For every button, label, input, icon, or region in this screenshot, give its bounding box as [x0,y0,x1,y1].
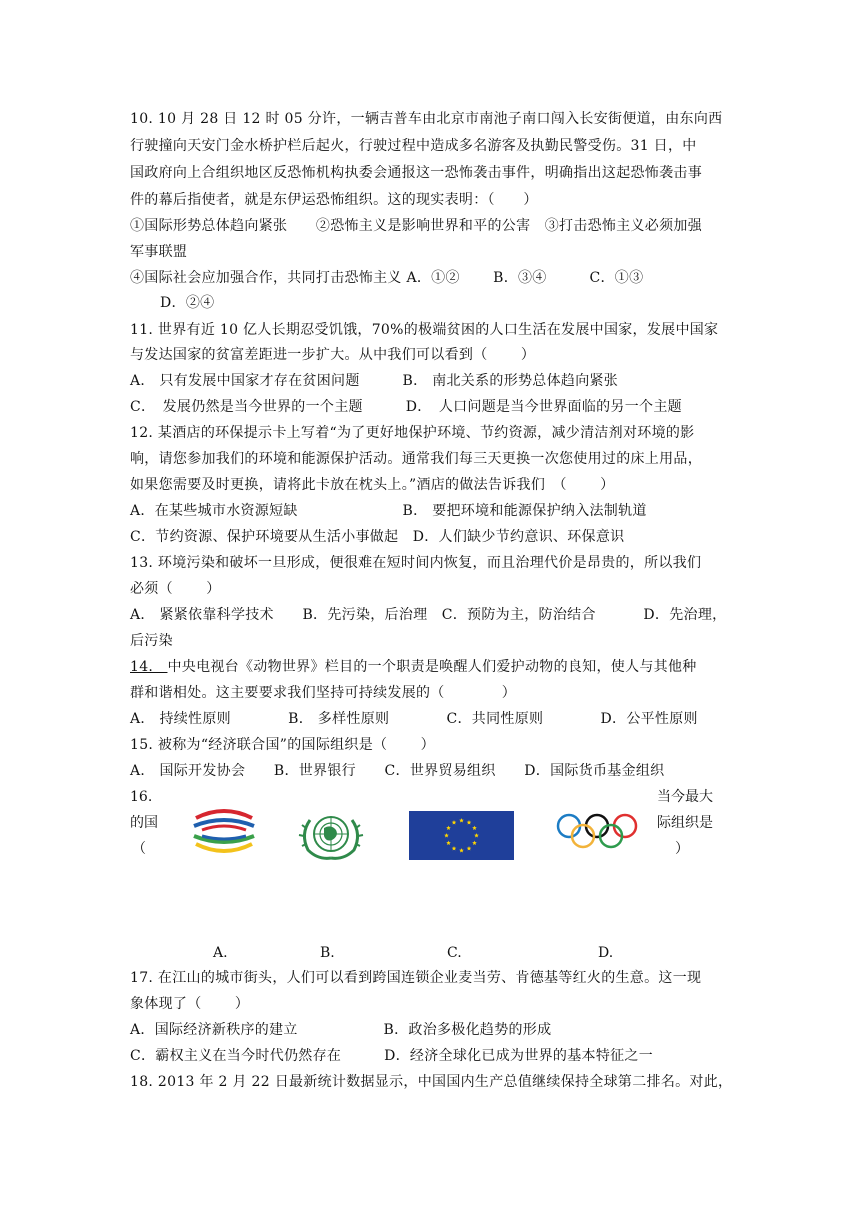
q11-option-ab: A． 只有发展中国家才存在贫困问题 B． 南北关系的形势总体趋向紧张 [130,373,619,389]
q10-line-8: D．②④ [160,295,215,311]
q13-line-1: 13. 环境污染和破坏一旦形成，便很难在短时间内恢复，而且治理代价是昂贵的，所以我们 [130,555,702,571]
q17-option-ab: A．国际经济新秩序的建立 B．政治多极化趋势的形成 [130,1022,552,1038]
q11-option-cd: C． 发展仍然是当今世界的一个主题 D． 人口问题是当今世界面临的另一个主题 [130,399,682,415]
wto-logo-icon [188,806,260,862]
q16-option-a: A. [213,945,228,961]
q14-number: 14. [130,659,168,675]
q16-option-d: D. [598,945,614,961]
q12-line-3: 如果您需要及时更换，请将此卡放在枕头上。”酒店的做法告诉我们 （ ） [130,477,615,493]
eu-flag-icon [409,811,514,860]
q16-option-b: B. [320,945,335,961]
q17-line-1: 17. 在江山的城市街头，人们可以看到跨国连锁企业麦当劳、肯德基等红火的生意。这一现 [130,970,702,986]
q11-line-1: 11. 世界有近 10 亿人长期忍受饥饿，70%的极端贫困的人口生活在发展中国家，发展中国家 [130,322,719,338]
q12-option-ab: A．在某些城市水资源短缺 B． 要把环境和能源保护纳入法制轨道 [130,503,647,519]
q16-text-right-2: 际组织是 [657,815,713,831]
q15-options: A． 国际开发协会 B．世界银行 C．世界贸易组织 D．国际货币基金组织 [130,763,665,779]
q15-line-1: 15. 被称为“经济联合国”的国际组织是（ ） [130,737,435,753]
q10-line-2: 行驶撞向天安门金水桥护栏后起火，行驶过程中造成多名游客及执勤民警受伤。31 日，中 [130,138,697,154]
q10-line-4: 件的幕后指使者，就是东伊运恐怖组织。这的现实表明：（ ） [130,192,538,208]
q14-line-1 [130,657,736,677]
q13-options: A． 紧紧依靠科学技术 B．先污染，后治理 C．预防为主，防治结合 D．先治理， [130,607,727,623]
q17-line-2: 象体现了（ ） [130,996,250,1012]
un-emblem-icon [294,810,368,862]
q11-line-2: 与发达国家的贫富差距进一步扩大。从中我们可以看到（ ） [130,347,536,363]
q10-line-3: 国政府向上合组织地区反恐怖机构执委会通报这一恐怖袭击事件，明确指出这起恐怖袭击事 [130,165,702,181]
q10-line-1: 10. 10 月 28 日 12 时 05 分许，一辆吉普车由北京市南池子南口闯入长安街便道，由东向西 [130,111,723,127]
q18-line-1: 18. 2013 年 2 月 22 日最新统计数据显示，中国国内生产总值继续保持全球第二排名。对此， [130,1074,733,1090]
q17-option-cd: C．霸权主义在当今时代仍然存在 D．经济全球化已成为世界的基本特征之一 [130,1048,654,1064]
q16-text-left: 的国 [130,815,158,831]
q16-text-right-1: 当今最大 [657,789,713,805]
q12-line-1: 12. 某酒店的环保提示卡上写着“为了更好地保护环境、节约资源，减少清洁剂对环境的影 [130,425,695,441]
olympic-rings-icon [553,812,641,850]
q16-paren-left: （ [132,841,146,857]
q10-line-5: ①国际形势总体趋向紧张 ②恐怖主义是影响世界和平的公害 ③打击恐怖主义必须加强 [130,218,702,234]
q13-line-2: 必须（ ） [130,581,221,597]
q12-line-2: 响，请您参加我们的环境和能源保护活动。通常我们每三天更换一次您使用过的床上用品， [130,451,702,467]
q12-option-cd: C．节约资源、保护环境要从生活小事做起 D．人们缺少节约意识、环保意识 [130,529,625,545]
q16-paren-right: ） [675,841,689,857]
q14-options: A． 持续性原则 B． 多样性原则 C．共同性原则 D．公平性原则 [130,711,698,727]
q10-line-7: ④国际社会应加强合作，共同打击恐怖主义 A．①② B．③④ C．①③ [130,270,644,286]
q16-number: 16. [130,789,153,805]
q13-options-cont: 后污染 [130,633,173,649]
q10-line-6: 军事联盟 [130,244,188,260]
q14-line-2: 群和谐相处。这主要要求我们坚持可持续发展的（ ） [130,685,517,701]
q14-text: 中央电视台《动物世界》栏目的一个职责是唤醒人们爱护动物的良知，使人与其他种 [167,659,697,675]
q16-option-c: C. [447,945,462,961]
